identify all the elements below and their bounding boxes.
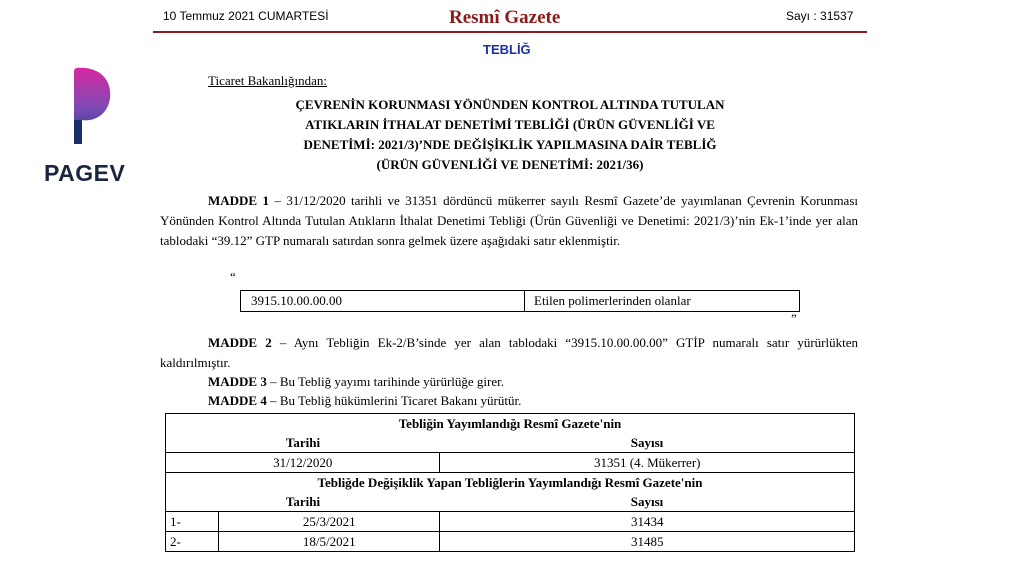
article-2 xyxy=(160,333,858,373)
article-label: MADDE 1 xyxy=(208,193,270,208)
table-row xyxy=(166,453,855,473)
table-row xyxy=(166,433,855,453)
title-line: (ÜRÜN GÜVENLİĞİ VE DENETİMİ: 2021/36) xyxy=(376,157,644,172)
article-1 xyxy=(160,191,858,251)
document-title xyxy=(240,95,780,175)
amendments-heading: Tebliğde Değişiklik Yapan Tebliğlerin Yayımlandığı Resmî Gazete'nin xyxy=(166,473,855,493)
open-quote: “ xyxy=(230,269,236,284)
amendment-number: 31485 xyxy=(440,532,855,552)
ministry-name: Ticaret Bakanlığından: xyxy=(208,73,328,88)
pagev-logo-text: PAGEV xyxy=(44,160,126,186)
table-row xyxy=(166,492,855,512)
gtip-code: 3915.10.00.00.00 xyxy=(251,293,342,308)
publication-table xyxy=(165,413,855,552)
column-header-date: Tarihi xyxy=(166,492,440,512)
amendment-index: 1- xyxy=(166,512,219,532)
title-line: ATIKLARIN İTHALAT DENETİMİ TEBLİĞİ (ÜRÜN GÜVENLİĞİ VE xyxy=(305,117,715,132)
article-4 xyxy=(208,391,521,411)
header-divider xyxy=(153,31,867,33)
column-header-date: Tarihi xyxy=(166,433,440,453)
gtip-description: Etilen polimerlerinden olanlar xyxy=(534,293,691,308)
amendment-date: 25/3/2021 xyxy=(219,512,440,532)
title-line: ÇEVRENİN KORUNMASI YÖNÜNDEN KONTROL ALTINDA TUTULAN xyxy=(295,97,725,112)
close-quote: ” xyxy=(791,311,797,326)
article-label: MADDE 2 xyxy=(208,335,272,350)
article-label: MADDE 3 xyxy=(208,374,267,389)
table-heading: Tebliğin Yayımlandığı Resmî Gazete'nin xyxy=(166,414,855,434)
gazette-issue-number: Sayı : 31537 xyxy=(786,9,854,23)
gazette-title: Resmî Gazete xyxy=(449,7,561,28)
table-row xyxy=(166,512,855,532)
original-date: 31/12/2020 xyxy=(166,453,440,473)
table-row xyxy=(166,473,855,493)
amendment-date: 18/5/2021 xyxy=(219,532,440,552)
article-text: – Bu Tebliğ yayımı tarihinde yürürlüğe girer. xyxy=(266,374,504,389)
article-text: – Aynı Tebliğin Ek-2/B’sinde yer alan tablodaki “3915.10.00.00.00” GTİP numaralı satır yürürlükten kaldırılmıştır. xyxy=(160,335,858,370)
article-label: MADDE 4 xyxy=(208,393,267,408)
table-row xyxy=(166,532,855,552)
amendment-number: 31434 xyxy=(440,512,855,532)
inserted-table-row xyxy=(240,290,800,312)
cell-divider xyxy=(524,291,525,311)
column-header-number: Sayısı xyxy=(440,492,855,512)
amendment-index: 2- xyxy=(166,532,219,552)
section-heading: TEBLİĞ xyxy=(483,42,531,57)
column-header-number: Sayısı xyxy=(440,433,855,453)
article-text: – 31/12/2020 tarihli ve 31351 dördüncü mükerrer sayılı Resmî Gazete’de yayımlanan Çevrenin Korunması Yönünden Kontrol Altında Tutulan Atıkların İthalat Denetimi Tebliği (Ürün Güvenliği ve Denetimi: 2021/3)’nin Ek-1’inde yer alan tablodaki “39.12” GTP numaralı satırdan sonra gelmek üzere aşağıdaki satır eklenmiştir. xyxy=(160,193,859,248)
title-line: DENETİMİ: 2021/3)’NDE DEĞİŞİKLİK YAPILMASINA DAİR TEBLİĞ xyxy=(303,137,717,152)
table-row xyxy=(166,414,855,434)
article-text: – Bu Tebliğ hükümlerini Ticaret Bakanı yürütür. xyxy=(266,393,522,408)
original-number: 31351 (4. Mükerrer) xyxy=(440,453,855,473)
gazette-date: 10 Temmuz 2021 CUMARTESİ xyxy=(163,9,329,23)
article-3 xyxy=(208,372,504,392)
